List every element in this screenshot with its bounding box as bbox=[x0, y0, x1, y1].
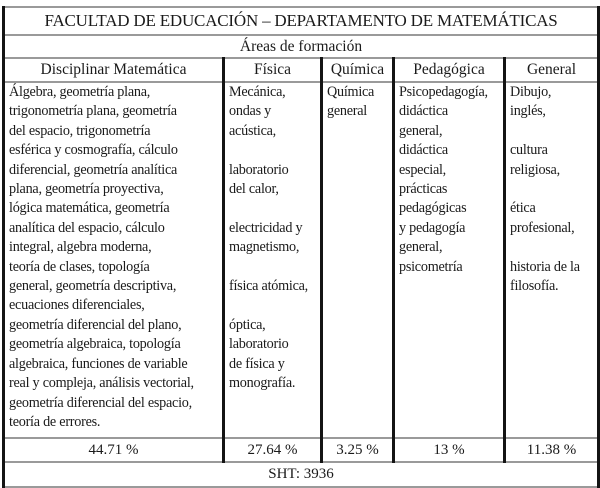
content-line: diferencial, geometría analítica bbox=[9, 161, 178, 178]
table-title: FACULTAD DE EDUCACIÓN – DEPARTAMENTO DE MATEMÁTICAS bbox=[4, 7, 599, 35]
content-line: religiosa, bbox=[510, 161, 560, 178]
content-cell-quimica bbox=[322, 82, 394, 438]
content-line: general bbox=[327, 103, 367, 120]
content-line: pedagógicas bbox=[399, 200, 467, 217]
column-header-fisica: Física bbox=[224, 58, 322, 82]
content-line: historia de la bbox=[510, 258, 580, 275]
content-line: teoría de errores. bbox=[9, 413, 101, 430]
percentage-quimica: 3.25 % bbox=[322, 438, 394, 462]
percentage-disciplinar: 44.71 % bbox=[4, 438, 224, 462]
percentage-pedagogica: 13 % bbox=[394, 438, 505, 462]
content-line: Álgebra, geometría plana, bbox=[9, 84, 151, 100]
content-line: y pedagogía bbox=[399, 219, 466, 236]
column-header-general: General bbox=[505, 58, 599, 82]
content-line: óptica, bbox=[229, 316, 266, 333]
content-line: teoría de clases, topología bbox=[9, 258, 150, 275]
table-subtitle: Áreas de formación bbox=[4, 35, 599, 58]
content-line: integral, algebra moderna, bbox=[9, 239, 152, 256]
content-line: general, geometría descriptiva, bbox=[9, 278, 177, 295]
content-line: ondas y bbox=[229, 103, 271, 120]
content-line: general, bbox=[399, 239, 443, 256]
content-line: magnetismo, bbox=[229, 239, 300, 256]
total-hours: SHT: 3936 bbox=[4, 462, 599, 487]
content-line: laboratorio bbox=[229, 336, 289, 353]
percentage-row bbox=[4, 438, 599, 462]
content-line: acústica, bbox=[229, 122, 276, 139]
content-line: profesional, bbox=[510, 219, 575, 236]
content-line: cultura bbox=[510, 142, 548, 159]
content-line: trigonometría plana, geometría bbox=[9, 103, 177, 120]
content-line: real y compleja, análisis vectorial, bbox=[9, 375, 194, 392]
content-line: didáctica bbox=[399, 142, 448, 159]
content-cell-disciplinar bbox=[4, 82, 224, 438]
content-cell-fisica bbox=[224, 82, 322, 438]
content-line: inglés, bbox=[510, 103, 546, 120]
line-spacer bbox=[229, 296, 316, 315]
content-line: ecuaciones diferenciales, bbox=[9, 297, 145, 314]
content-line: Química bbox=[327, 84, 375, 100]
line-spacer bbox=[229, 141, 316, 160]
title-row bbox=[4, 7, 599, 35]
line-spacer bbox=[510, 180, 593, 199]
content-line: Mecánica, bbox=[229, 84, 286, 100]
percentage-general: 11.38 % bbox=[505, 438, 599, 462]
content-line: del calor, bbox=[229, 181, 279, 198]
content-line: geometría diferencial del plano, bbox=[9, 316, 182, 333]
line-spacer bbox=[510, 238, 593, 257]
content-line: lógica matemática, geometría bbox=[9, 200, 170, 217]
content-line: geometría algebraica, topología bbox=[9, 336, 181, 353]
subtitle-row bbox=[4, 35, 599, 58]
content-line: algebraica, funciones de variable bbox=[9, 355, 188, 372]
content-line: física atómica, bbox=[229, 278, 308, 295]
content-line: analítica del espacio, cálculo bbox=[9, 219, 165, 236]
column-header-quimica: Química bbox=[322, 58, 394, 82]
line-spacer bbox=[229, 199, 316, 218]
content-line: Dibujo, bbox=[510, 84, 552, 100]
line-spacer bbox=[510, 122, 593, 141]
content-line: didáctica bbox=[399, 103, 448, 120]
content-line: psicometría bbox=[399, 258, 463, 275]
column-header-pedagogica: Pedagógica bbox=[394, 58, 505, 82]
content-cell-general bbox=[505, 82, 599, 438]
content-line: laboratorio bbox=[229, 161, 289, 178]
content-line: ética bbox=[510, 200, 536, 217]
content-line: del espacio, trigonometría bbox=[9, 122, 151, 139]
content-line: electricidad y bbox=[229, 219, 303, 236]
content-line: general, bbox=[399, 122, 443, 139]
content-line: plana, geometría proyectiva, bbox=[9, 181, 164, 198]
content-line: Psicopedagogía, bbox=[399, 84, 488, 100]
content-row bbox=[4, 82, 599, 438]
percentage-fisica: 27.64 % bbox=[224, 438, 322, 462]
content-line: esférica y cosmografía, cálculo bbox=[9, 142, 178, 159]
content-line: geometría diferencial del espacio, bbox=[9, 394, 192, 411]
line-spacer bbox=[229, 258, 316, 277]
content-line: especial, bbox=[399, 161, 446, 178]
curriculum-table bbox=[2, 6, 600, 488]
column-header-disciplinar: Disciplinar Matemática bbox=[4, 58, 224, 82]
content-line: filosofía. bbox=[510, 278, 559, 295]
content-line: de física y bbox=[229, 355, 285, 372]
content-line: prácticas bbox=[399, 181, 448, 198]
content-line: monografía. bbox=[229, 375, 296, 392]
header-row bbox=[4, 58, 599, 82]
footer-row bbox=[4, 462, 599, 487]
content-cell-pedagogica bbox=[394, 82, 505, 438]
